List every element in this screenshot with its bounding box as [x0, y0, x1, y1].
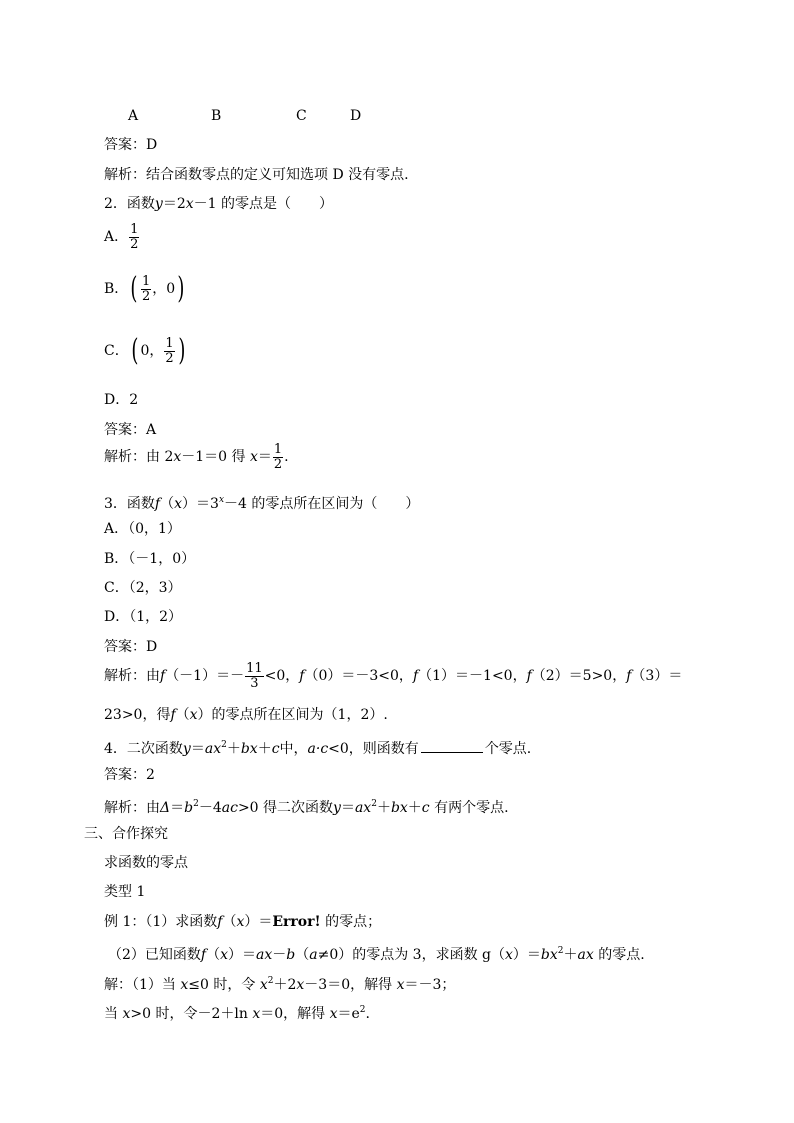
q2-analysis-mid: －1＝0 得 — [181, 449, 246, 465]
ex1-l2-e: ≠0）的零点为 3，求函数 g（ — [317, 947, 506, 963]
section-subheading: 求函数的零点 — [104, 855, 188, 871]
q3-option-c: C．（2，3） — [104, 580, 182, 596]
var-a: a — [309, 947, 318, 963]
var-f: f — [299, 668, 305, 684]
var-ac: a·c — [307, 741, 329, 757]
plus: ＋ — [257, 741, 272, 757]
plus: ＋ — [407, 800, 422, 816]
q3-analysis-c: （0）＝－3<0， — [304, 668, 413, 684]
ex1-line1 — [104, 913, 381, 931]
var-y: y — [182, 741, 191, 757]
section-heading: 三、合作探究 — [84, 826, 168, 842]
plus: ＋ — [226, 741, 241, 757]
q4-stem-pre: 4．二次函数 — [104, 741, 183, 757]
q3-answer: 答案：D — [104, 639, 158, 655]
eq: ＝ — [190, 741, 205, 757]
var-x: x — [122, 1006, 131, 1022]
var-x: x — [252, 1006, 261, 1022]
q4-stem-mid: 中， — [279, 741, 308, 757]
var-x: x — [173, 449, 182, 465]
q1-answer: 答案：D — [104, 137, 158, 153]
var-f: f — [200, 947, 207, 963]
denominator: 2 — [130, 236, 139, 252]
sol-c: －3＝0，解得 — [304, 977, 393, 993]
error-text: Error! — [272, 914, 321, 930]
paren: （ — [206, 947, 221, 963]
var-ac: ac — [221, 800, 238, 816]
var-x: x — [505, 947, 513, 963]
q3-stem-rest: －4 的零点所在区间为（ ） — [224, 496, 420, 512]
var-c: c — [271, 741, 280, 757]
sol-pre: 解：（1）当 — [104, 977, 176, 993]
q3-option-d: D．（1，2） — [104, 609, 183, 625]
q2-stem — [104, 195, 333, 213]
ex1-line2 — [108, 942, 645, 964]
eq: ＝ — [170, 800, 185, 816]
sol-b: ＋2 — [273, 977, 297, 993]
option-label-b: B — [211, 108, 222, 124]
right-paren: ) — [177, 333, 186, 368]
paren: （ — [160, 496, 175, 512]
denominator: 2 — [142, 288, 151, 304]
option-label-c: C — [296, 108, 307, 124]
q4-analysis-end: 有两个零点. — [434, 800, 509, 816]
q1-analysis: 解析：结合函数零点的定义可知选项 D 没有零点. — [104, 167, 409, 183]
q3-analysis-g: （3）＝ — [631, 668, 683, 684]
ex1-l2-end: 的零点. — [598, 947, 645, 963]
minus: － — [272, 947, 287, 963]
eq: ＝ — [340, 800, 355, 816]
q4-stem-after: <0，则函数有 — [328, 741, 419, 757]
var-b: b — [286, 947, 296, 963]
var-f: f — [170, 707, 176, 723]
paren: （ — [295, 947, 310, 963]
q3-stem-after: ）＝3 — [182, 496, 219, 512]
q2-opt-b-tail: ，0 — [152, 281, 176, 297]
q3-option-b: B．（－1，0） — [104, 551, 196, 567]
q2-answer: 答案：A — [104, 422, 157, 438]
var-f: f — [154, 496, 161, 512]
q2-opt-a-label: A． — [104, 229, 129, 245]
answer-blank[interactable] — [421, 740, 483, 753]
paren: （ — [222, 914, 237, 930]
var-f: f — [160, 668, 166, 684]
var-x: x — [296, 977, 305, 993]
numerator: 1 — [130, 221, 139, 237]
q4-analysis-pre: 解析：由 — [104, 800, 160, 816]
q4-stem-end: 个零点. — [484, 741, 532, 757]
denominator: 3 — [250, 675, 259, 691]
q2-opt-b-label: B． — [104, 281, 129, 297]
var-f: f — [217, 914, 223, 930]
q3-stem-pre: 3．函数 — [104, 496, 155, 512]
fraction — [164, 337, 174, 366]
var-y: y — [333, 800, 341, 816]
q3-analysis-l2-a: 23>0，得 — [104, 707, 171, 723]
ex1-l1-pre: 例 1：（1）求函数 — [104, 914, 218, 930]
q2-stem-text: 2．函数 — [104, 196, 155, 212]
q2-option-d: D．2 — [104, 392, 139, 408]
sol2-pre: 当 — [104, 1006, 118, 1022]
var-x: x — [180, 977, 189, 993]
option-label-d: D — [350, 108, 362, 124]
sol2-b: ＝0，解得 — [260, 1006, 326, 1022]
q2-analysis-pre: 解析：由 2 — [104, 449, 174, 465]
ex1-solution-line2 — [104, 1001, 370, 1023]
var-ax: ax — [577, 947, 594, 963]
option-label-a: A — [128, 108, 139, 124]
q3-analysis-line1 — [104, 659, 682, 693]
var-ax: ax — [256, 947, 273, 963]
var-delta: Δ — [160, 800, 171, 816]
var-f: f — [626, 668, 632, 684]
var-x: x — [259, 977, 268, 993]
left-paren: ( — [131, 333, 139, 368]
period: . — [365, 1006, 370, 1022]
exponent: x — [218, 495, 225, 505]
right-paren: ) — [177, 271, 185, 306]
ex1-solution-line1 — [104, 972, 455, 994]
paren: （ — [175, 707, 190, 723]
q2-option-b — [104, 272, 187, 306]
var-x: x — [396, 977, 405, 993]
var-bx: bx — [390, 800, 408, 816]
var-f: f — [526, 668, 532, 684]
plus: ＋ — [376, 800, 391, 816]
var-x: x — [189, 707, 198, 723]
q4-analysis-mid: >0 得二次函数 — [237, 800, 334, 816]
var-f: f — [412, 668, 419, 684]
numerator: 11 — [246, 660, 263, 676]
exponent: 2 — [371, 799, 377, 809]
sol-d: ＝－3； — [404, 977, 456, 993]
q3-analysis-e: （2）＝5>0， — [531, 668, 627, 684]
sol-a: ≤0 时，令 — [188, 977, 256, 993]
ex1-l1-after: ）＝ — [244, 914, 273, 930]
numerator: 1 — [142, 273, 151, 289]
eq: ）＝ — [512, 947, 541, 963]
numerator: 1 — [165, 335, 174, 351]
left-paren: ( — [130, 271, 138, 306]
var-x: x — [174, 496, 183, 512]
var-ax: ax — [204, 741, 222, 757]
q2-option-a — [104, 220, 140, 254]
var-x: x — [329, 1006, 338, 1022]
var-x: x — [185, 196, 194, 212]
q3-analysis-a: （－1）＝－ — [165, 668, 245, 684]
numerator: 1 — [273, 441, 283, 457]
exponent: 2 — [267, 976, 274, 986]
exponent: 2 — [557, 946, 564, 956]
exponent: 2 — [193, 799, 199, 809]
q2-opt-c-label: C． — [104, 343, 129, 359]
q2-stem-rest: －1 的零点是（ ） — [193, 196, 334, 212]
sol2-c: ＝e — [337, 1006, 360, 1022]
q4-stem — [104, 736, 531, 758]
q3-analysis-b: <0， — [264, 668, 300, 684]
var-x: x — [249, 449, 258, 465]
q4-analysis-minus: －4 — [198, 800, 222, 816]
q3-analysis-d: （1）＝－1<0， — [418, 668, 527, 684]
q2-eq: ＝2 — [162, 196, 186, 212]
fraction — [129, 223, 139, 252]
var-bx: bx — [540, 947, 558, 963]
q2-analysis-eq: ＝ — [257, 449, 272, 465]
var-c: c — [421, 800, 430, 816]
plus: ＋ — [563, 947, 578, 963]
fraction — [141, 275, 151, 304]
var-ax: ax — [354, 800, 372, 816]
q3-analysis-pre: 解析：由 — [104, 668, 160, 684]
ex1-l2-pre: （2）已知函数 — [108, 947, 201, 963]
var-x: x — [236, 914, 245, 930]
var-b: b — [184, 800, 194, 816]
sol2-a: >0 时，令－2＋ln — [130, 1006, 248, 1022]
ex1-l1-end: 的零点； — [325, 914, 382, 930]
exponent: 2 — [359, 1005, 366, 1015]
exponent: 2 — [221, 740, 227, 750]
q2-opt-c-head: 0， — [140, 343, 164, 359]
denominator: 2 — [165, 350, 174, 366]
q3-analysis-l2-c: ）的零点所在区间为（1，2）. — [197, 707, 388, 723]
denominator: 2 — [273, 456, 283, 472]
q2-analysis — [104, 440, 289, 474]
q3-stem — [104, 491, 419, 513]
var-bx: bx — [240, 741, 258, 757]
fraction — [273, 443, 283, 472]
var-x: x — [220, 947, 229, 963]
period: . — [284, 449, 289, 465]
q3-option-a: A．（0，1） — [104, 521, 181, 537]
q3-analysis-line2 — [104, 706, 388, 724]
q4-analysis — [104, 795, 509, 817]
q2-option-c — [104, 334, 187, 368]
type-label: 类型 1 — [104, 884, 146, 900]
q4-answer: 答案：2 — [104, 767, 155, 783]
eq: ）＝ — [228, 947, 257, 963]
var-y: y — [154, 196, 163, 212]
fraction — [245, 662, 264, 691]
